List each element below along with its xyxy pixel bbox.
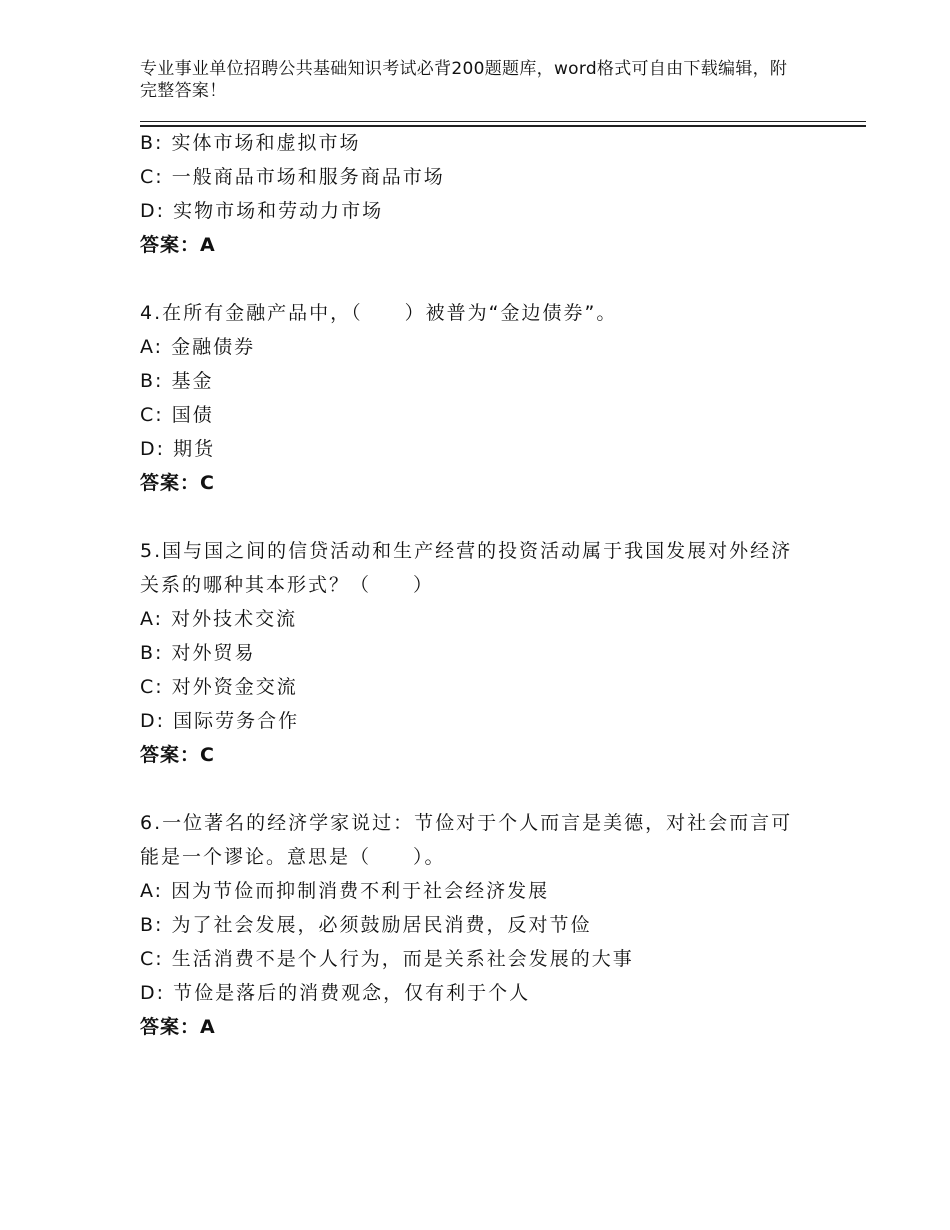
option-a: A: 对外技术交流 xyxy=(140,608,298,630)
header-rule-thin xyxy=(140,121,866,122)
question-stem: 5.国与国之间的信贷活动和生产经营的投资活动属于我国发展对外经济关系的哪种其本形式？（ ） xyxy=(140,540,793,596)
option-b: B: 对外贸易 xyxy=(140,642,256,664)
option-c: C: 国债 xyxy=(140,404,214,426)
question-3-continued xyxy=(140,126,840,262)
answer-line: 答案：A xyxy=(140,234,216,256)
option-b: B: 基金 xyxy=(140,370,214,392)
answer-line: 答案：A xyxy=(140,1016,216,1038)
option-c: C: 一般商品市场和服务商品市场 xyxy=(140,166,445,188)
answer-line: 答案：C xyxy=(140,472,215,494)
option-a: A: 因为节俭而抑制消费不利于社会经济发展 xyxy=(140,880,550,902)
document-body xyxy=(140,126,840,1044)
option-c: C: 生活消费不是个人行为，而是关系社会发展的大事 xyxy=(140,948,634,970)
header-text: 专业事业单位招聘公共基础知识考试必背200题题库，word格式可自由下载编辑，附完整答案！ xyxy=(140,59,788,101)
question-stem: 6.一位著名的经济学家说过：节俭对于个人而言是美德，对社会而言可能是一个谬论。意思是（ ）。 xyxy=(140,812,793,868)
question-stem: 4.在所有金融产品中，（ ）被普为“金边债券”。 xyxy=(140,302,618,324)
option-d: D: 实物市场和劳动力市场 xyxy=(140,200,384,222)
answer-line: 答案：C xyxy=(140,744,215,766)
option-b: B: 为了社会发展，必须鼓励居民消费，反对节俭 xyxy=(140,914,592,936)
option-d: D: 国际劳务合作 xyxy=(140,710,300,732)
option-d: D: 节俭是落后的消费观念，仅有利于个人 xyxy=(140,982,531,1004)
question-6 xyxy=(140,806,840,1044)
question-4 xyxy=(140,296,840,500)
option-a: A: 金融债券 xyxy=(140,336,256,358)
option-b: B: 实体市场和虚拟市场 xyxy=(140,132,361,154)
question-5 xyxy=(140,534,840,772)
option-d: D: 期货 xyxy=(140,438,216,460)
option-c: C: 对外资金交流 xyxy=(140,676,298,698)
document-header xyxy=(140,58,790,102)
